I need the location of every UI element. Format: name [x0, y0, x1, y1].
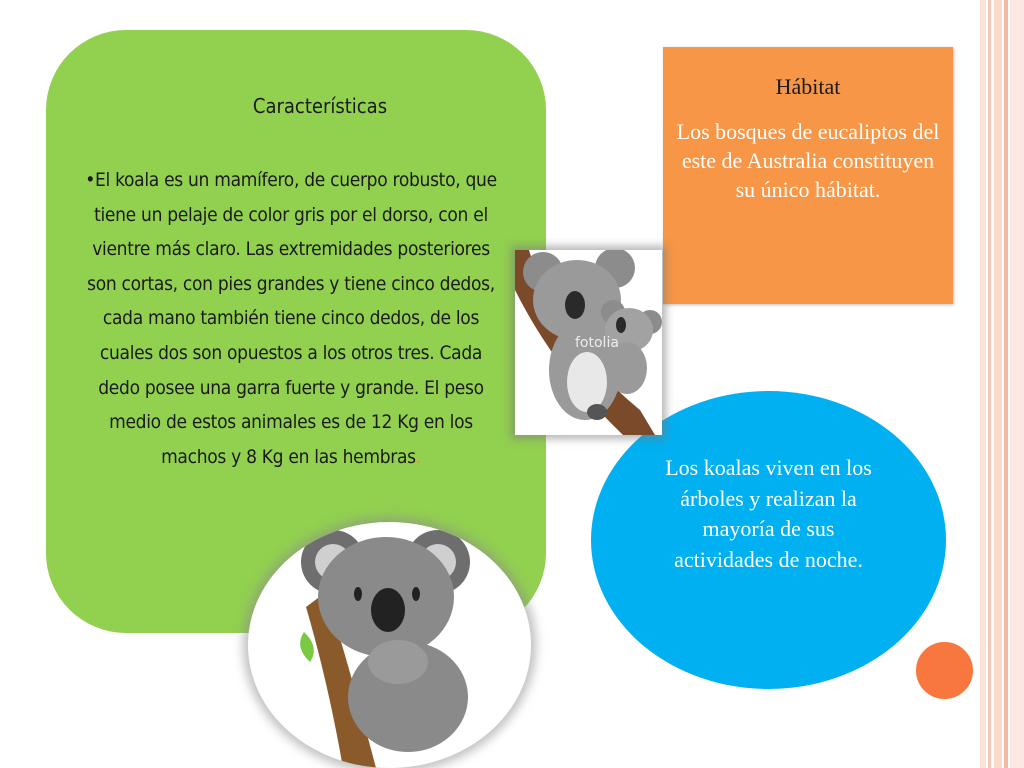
characteristics-body: •El koala es un mamífero, de cuerpo robusto, que tiene un pelaje de color gris por el dorso, con el vientre más claro. Las extremidades posteriores son cortas, con pies grandes y tiene cinco dedos, cada mano también tiene cinco dedos, de los cuales dos son opuestos a los otros tres. Cada dedo posee una garra fuerte y grande. El peso medio de estos animales es de 12 Kg en los machos y 8 Kg en las hembras: [85, 169, 497, 468]
characteristics-title: Características: [252, 94, 388, 118]
characteristics-text: [80, 163, 502, 474]
decorative-edge-stripes: [980, 0, 1024, 768]
photo-watermark: fotolia: [575, 335, 619, 351]
characteristics-end-dot: .: [415, 445, 421, 468]
activity-circle: [591, 391, 946, 689]
activity-text: Los koalas viven en los árboles y realizan la mayoría de sus actividades de noche.: [665, 455, 872, 572]
koala-cartoon: [248, 522, 531, 768]
koala-photo: [515, 250, 662, 435]
habitat-title: Hábitat: [775, 74, 841, 99]
habitat-text: Los bosques de eucaliptos del este de Australia constituyen su único hábitat.: [676, 119, 940, 202]
habitat-box: [663, 47, 953, 304]
decorative-orange-dot: [914, 640, 975, 701]
